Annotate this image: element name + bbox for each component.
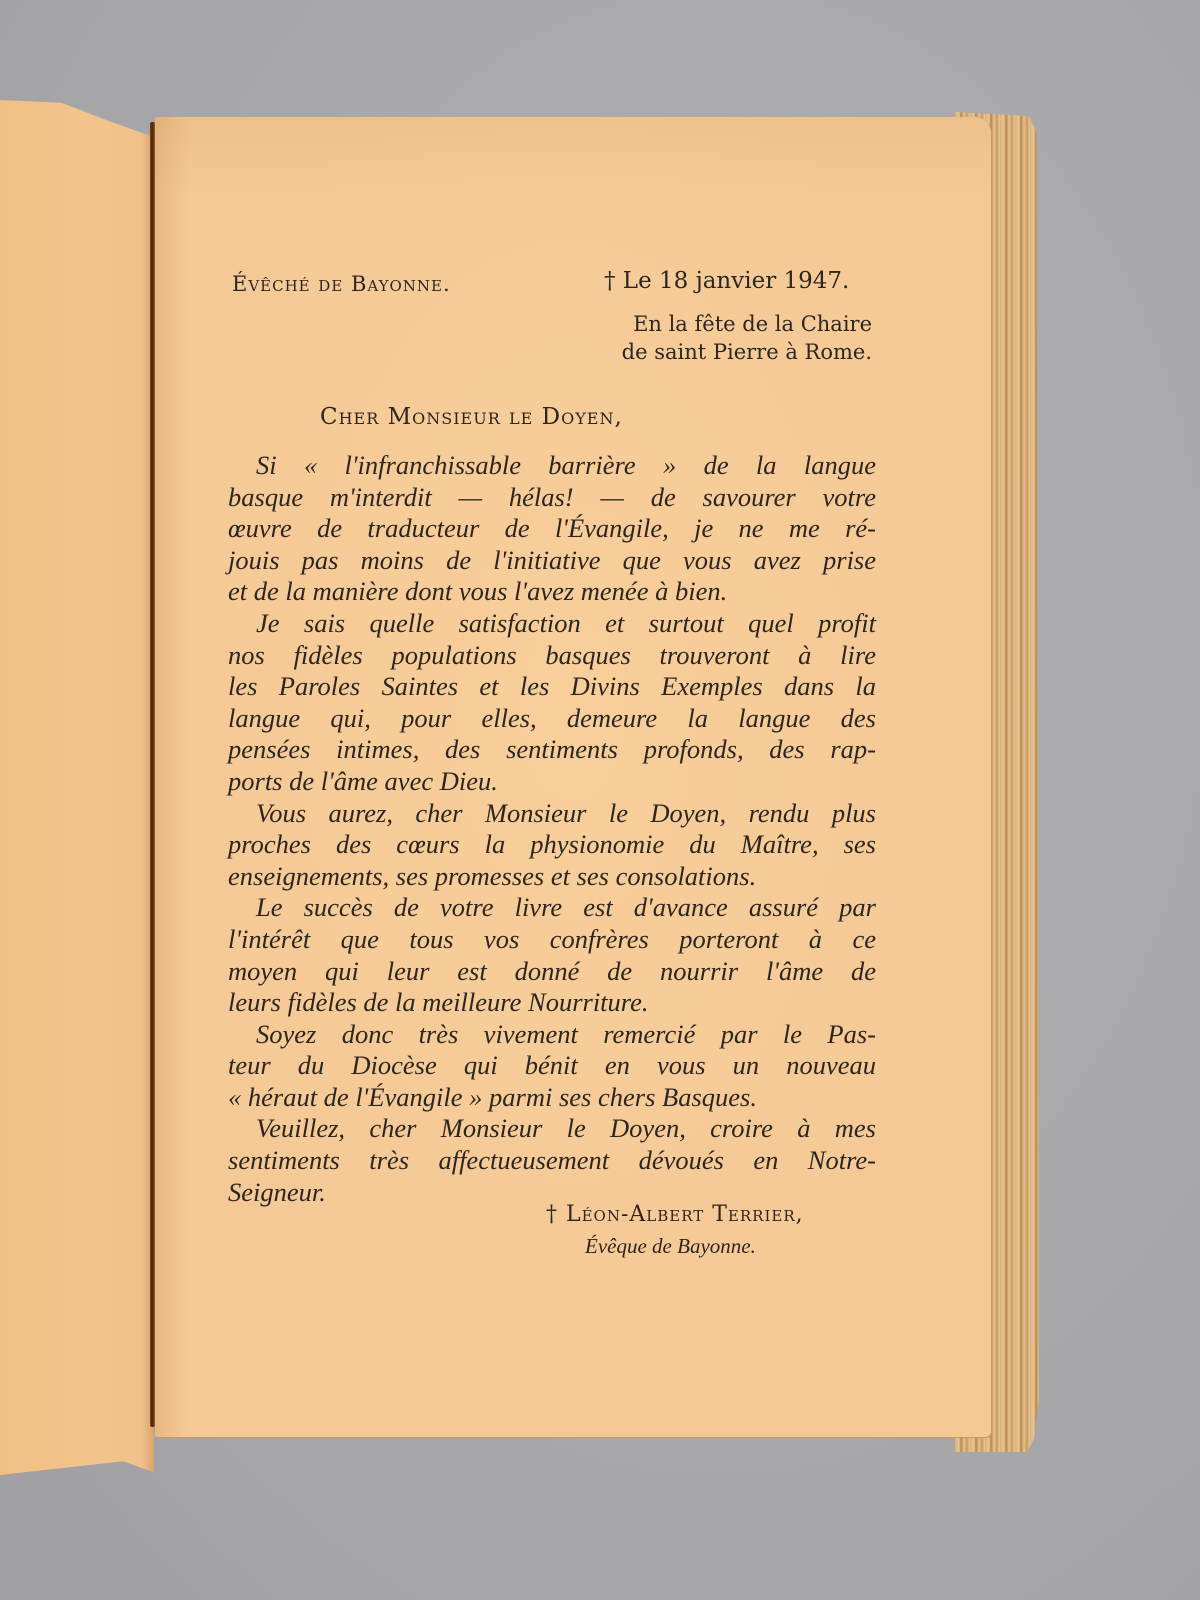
book-gutter (150, 122, 155, 1427)
body-line: Seigneur. (228, 1176, 326, 1207)
body-line: œuvre de traducteur de l'Évangile, je ne me ré- (228, 513, 876, 544)
body-line: langue qui, pour elles, demeure la langue des (228, 702, 876, 733)
body-line: jouis pas moins de l'initiative que vous avez prise (228, 544, 876, 575)
body-line: les Paroles Saintes et les Divins Exemples dans la (228, 671, 876, 702)
date-line: † Le 18 janvier 1947. (604, 268, 850, 294)
letter-body (228, 450, 876, 1208)
body-line: Veuillez, cher Monsieur le Doyen, croire à mes (256, 1113, 876, 1144)
body-line: basque m'interdit — hélas! — de savourer votre (228, 481, 876, 512)
body-line: « héraut de l'Évangile » parmi ses chers Basques. (228, 1081, 757, 1112)
body-line: Le succès de votre livre est d'avance assuré par (256, 892, 876, 923)
body-line: Je sais quelle satisfaction et surtout quel profit (256, 607, 876, 638)
feast-line: de saint Pierre à Rome. (621, 340, 872, 364)
body-line: leurs fidèles de la meilleure Nourriture. (228, 987, 649, 1018)
body-line: Vous aurez, cher Monsieur le Doyen, rendu plus (256, 797, 876, 828)
salutation: Cher Monsieur le Doyen, (320, 404, 623, 430)
body-line: moyen qui leur est donné de nourrir l'âme de (228, 955, 876, 986)
left-page (0, 100, 154, 1475)
body-line: et de la manière dont vous l'avez menée à bien. (228, 576, 728, 607)
body-line: teur du Diocèse qui bénit en vous un nouveau (228, 1050, 876, 1081)
feast-note (588, 310, 872, 366)
letterhead: Évêché de Bayonne. (232, 272, 451, 296)
signature-title: Évêque de Bayonne. (585, 1234, 756, 1258)
body-line: pensées intimes, des sentiments profonds, des rap- (228, 734, 876, 765)
feast-line: En la fête de la Chaire (633, 312, 872, 336)
body-line: ports de l'âme avec Dieu. (228, 765, 498, 796)
body-line: enseignements, ses promesses et ses consolations. (228, 860, 757, 891)
body-line: Soyez donc très vivement remercié par le Pas- (256, 1018, 876, 1049)
body-line: sentiments très affectueusement dévoués en Notre- (228, 1145, 876, 1176)
body-line: nos fidèles populations basques trouveront à lire (228, 639, 876, 670)
body-line: Si « l'infranchissable barrière » de la langue (256, 450, 876, 480)
body-line: l'intérêt que tous vos confrères porteront à ce (228, 923, 876, 954)
signature-name: † Léon-Albert Terrier, (546, 1202, 804, 1227)
body-line: proches des cœurs la physionomie du Maître, ses (228, 829, 876, 860)
